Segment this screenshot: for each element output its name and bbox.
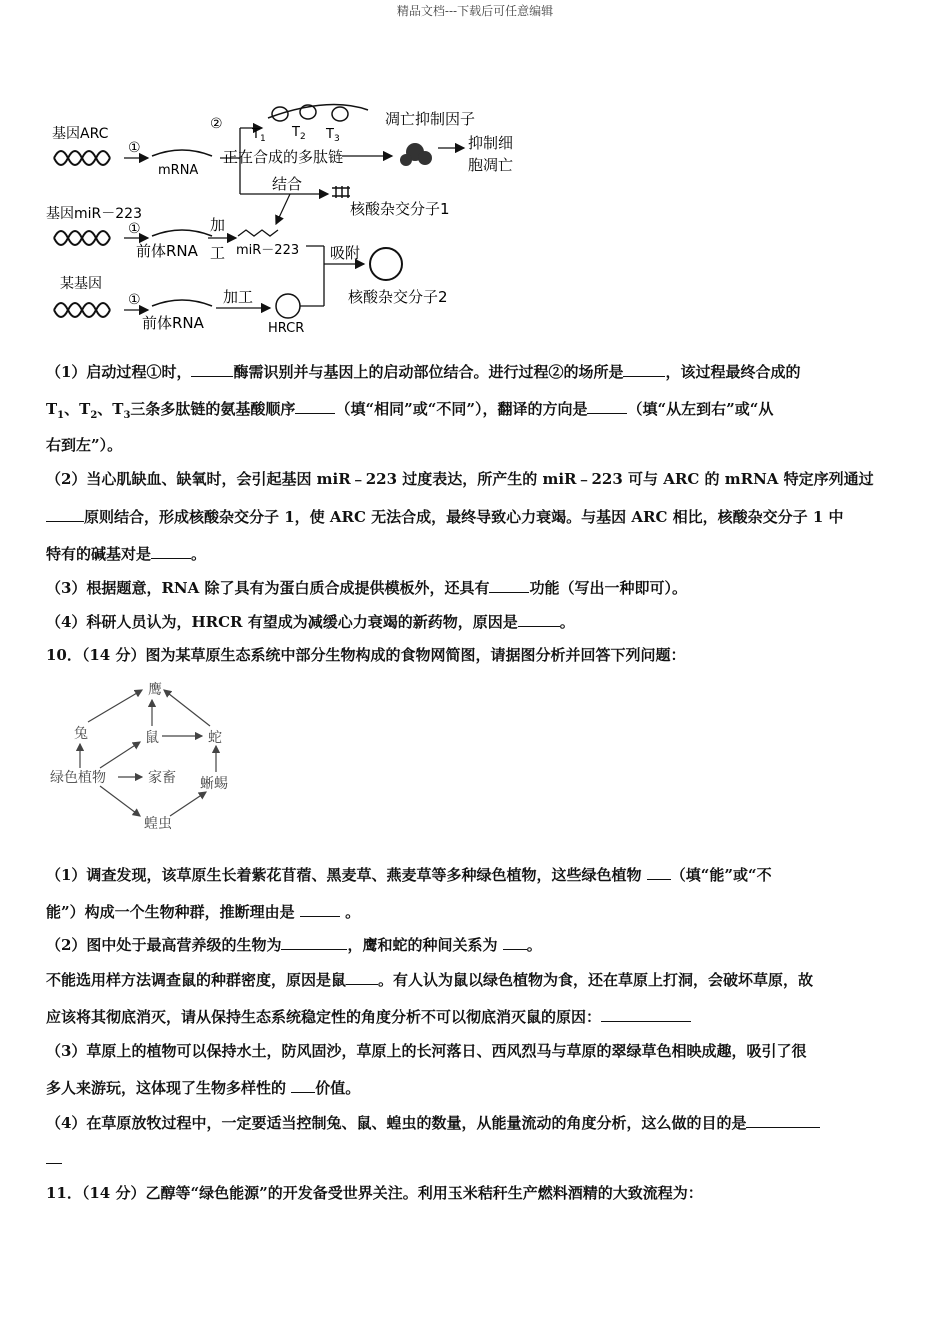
q9-2-line2: 原则结合，形成核酸杂交分子 1，使 ARC 无法合成，最终导致心力衰竭。与基因 ARC 相比，核酸杂交分子 1 中 — [46, 506, 908, 527]
q11-title: 11．（14 分）乙醇等“绿色能源”的开发备受世界关注。利用玉米秸秆生产燃料酒精的大致流程为： — [46, 1184, 703, 1202]
rabbit-label: 兔 — [74, 726, 88, 742]
hybrid2-label: 核酸杂交分子2 — [348, 288, 448, 306]
protein-cluster-icon — [400, 143, 432, 166]
t3-label: $T_3$ — [326, 127, 340, 144]
answer-blank[interactable] — [191, 361, 233, 377]
q9-4-line: （4）科研人员认为，HRCR 有望成为减缓心力衰竭的新药物，原因是 。 — [46, 613, 575, 631]
mir-strands-icon — [238, 230, 278, 236]
process-label-b: 工 — [210, 244, 226, 262]
plant-label: 绿色植物 — [50, 770, 106, 786]
answer-blank[interactable] — [46, 1148, 62, 1164]
q10-3-line2: 多人来游玩，这体现了生物多样性的 价值。 — [46, 1079, 361, 1097]
t2-label: $T_2$ — [292, 125, 306, 142]
answer-blank[interactable] — [518, 611, 560, 627]
process2-label: ② — [210, 116, 223, 132]
q9-3-line: （3）根据题意，RNA 除了具有为蛋白质合成提供模板外，还具有 功能（写出一种即可）。 — [46, 579, 687, 597]
process1-label-a: ① — [128, 140, 141, 156]
hybrid1-label: 核酸杂交分子1 — [350, 200, 450, 218]
q10-2-line1: （2）图中处于最高营养级的生物为 ，鹰和蛇的种间关系为 。 — [46, 936, 542, 954]
q9-2-line3: 特有的碱基对是 。 — [46, 545, 207, 563]
apoptosis-factor-label: 凋亡抑制因子 — [385, 110, 476, 128]
answer-blank[interactable] — [300, 901, 340, 917]
hrcr-circle-icon — [276, 294, 300, 318]
answer-blank[interactable] — [281, 934, 347, 950]
hybrid2-icon — [370, 248, 402, 280]
mir223-label: miR－223 — [236, 243, 300, 258]
hybrid1-icon — [332, 186, 350, 198]
eagle-label: 鹰 — [148, 682, 162, 698]
adsorb-label: 吸附 — [330, 244, 361, 262]
answer-blank[interactable] — [503, 934, 527, 950]
gene-expression-diagram — [40, 96, 540, 344]
polypeptide-label: 正在合成的多肽链 — [223, 148, 344, 166]
pre-rna2-label: 前体RNA — [142, 314, 204, 332]
process1-label-b: ① — [128, 221, 141, 237]
snake-label: 蛇 — [208, 730, 222, 746]
answer-blank[interactable] — [346, 969, 378, 985]
t1-label: $T_1$ — [252, 127, 266, 144]
q9-1-line3: 右到左”）。 — [46, 436, 123, 454]
dna-helix-arc-icon — [54, 151, 110, 165]
process1-label-c: ① — [128, 292, 141, 308]
answer-blank[interactable] — [746, 1112, 820, 1128]
answer-blank[interactable] — [291, 1077, 315, 1093]
process-label-a: 加 — [210, 216, 226, 234]
inhibit-label-2: 胞凋亡 — [468, 156, 514, 174]
answer-blank[interactable] — [587, 398, 627, 414]
answer-blank[interactable] — [46, 506, 84, 522]
answer-blank[interactable] — [295, 398, 335, 414]
gene-arc-label: 基因ARC — [52, 126, 109, 142]
inhibit-label-1: 抑制细 — [468, 134, 514, 152]
pre-rna1-label: 前体RNA — [136, 242, 198, 260]
mrna-label: mRNA — [158, 163, 199, 178]
combine-label: 结合 — [272, 175, 303, 193]
answer-blank[interactable] — [623, 361, 665, 377]
dna-helix-some-icon — [54, 303, 110, 317]
q10-2-line3: 应该将其彻底消灭，请从保持生态系统稳定性的角度分析不可以彻底消灭鼠的原因： — [46, 1006, 908, 1027]
q10-3-line1: （3）草原上的植物可以保持水土，防风固沙，草原上的长河落日、西风烈马与草原的翠绿草色相映成趣，吸引了很 — [46, 1042, 807, 1060]
livestock-label: 家畜 — [148, 770, 176, 786]
food-web-diagram — [40, 676, 250, 836]
some-gene-label: 某基因 — [60, 276, 102, 292]
q9-1-line2: $T_1$、$T_2$、$T_3$三条多肽链的氨基酸顺序 （填“相同”或“不同”），翻译的方向是 （填“从左到右”或“从 — [46, 400, 774, 421]
q10-4-line1: （4）在草原放牧过程中，一定要适当控制兔、鼠、蝗虫的数量，从能量流动的角度分析，这么做的目的是 — [46, 1112, 908, 1133]
answer-blank[interactable] — [647, 864, 671, 880]
q10-1-line1: （1）调查发现，该草原生长着紫花苜蓿、黑麦草、燕麦草等多种绿色植物，这些绿色植物 （填“能”或“不 — [46, 866, 772, 884]
answer-blank[interactable] — [489, 577, 529, 593]
lizard-label: 蜥蜴 — [200, 776, 228, 792]
q10-1-line2: 能”）构成一个生物种群，推断理由是 。 — [46, 903, 361, 921]
mouse-label: 鼠 — [145, 730, 159, 746]
hrcr-label: HRCR — [268, 321, 305, 336]
gene-mir-label: 基因miR－223 — [46, 206, 142, 222]
locust-label: 蝗虫 — [144, 816, 172, 832]
q9-1-line1: （1）启动过程①时， 酶需识别并与基因上的启动部位结合。进行过程②的场所是 ，该过程最终合成的 — [46, 363, 801, 381]
q10-4-line2 — [46, 1148, 908, 1169]
answer-blank[interactable] — [601, 1006, 691, 1022]
q9-2-line1: （2）当心肌缺血、缺氧时，会引起基因 miR﹣223 过度表达，所产生的 miR﹣223 可与 ARC 的 mRNA 特定序列通过 — [46, 470, 874, 488]
dna-helix-mir-icon — [54, 231, 110, 245]
answer-blank[interactable] — [151, 543, 191, 559]
q10-2-line2: 不能选用样方法调查鼠的种群密度，原因是鼠 。有人认为鼠以绿色植物为食，还在草原上打洞，会破坏草原，故 — [46, 971, 814, 989]
q10-title: 10．（14 分）图为某草原生态系统中部分生物构成的食物网简图，请据图分析并回答下列问题： — [46, 646, 686, 664]
process2-label-text: 加工 — [223, 288, 254, 306]
page-header: 精品文档---下载后可任意编辑 — [396, 4, 554, 18]
